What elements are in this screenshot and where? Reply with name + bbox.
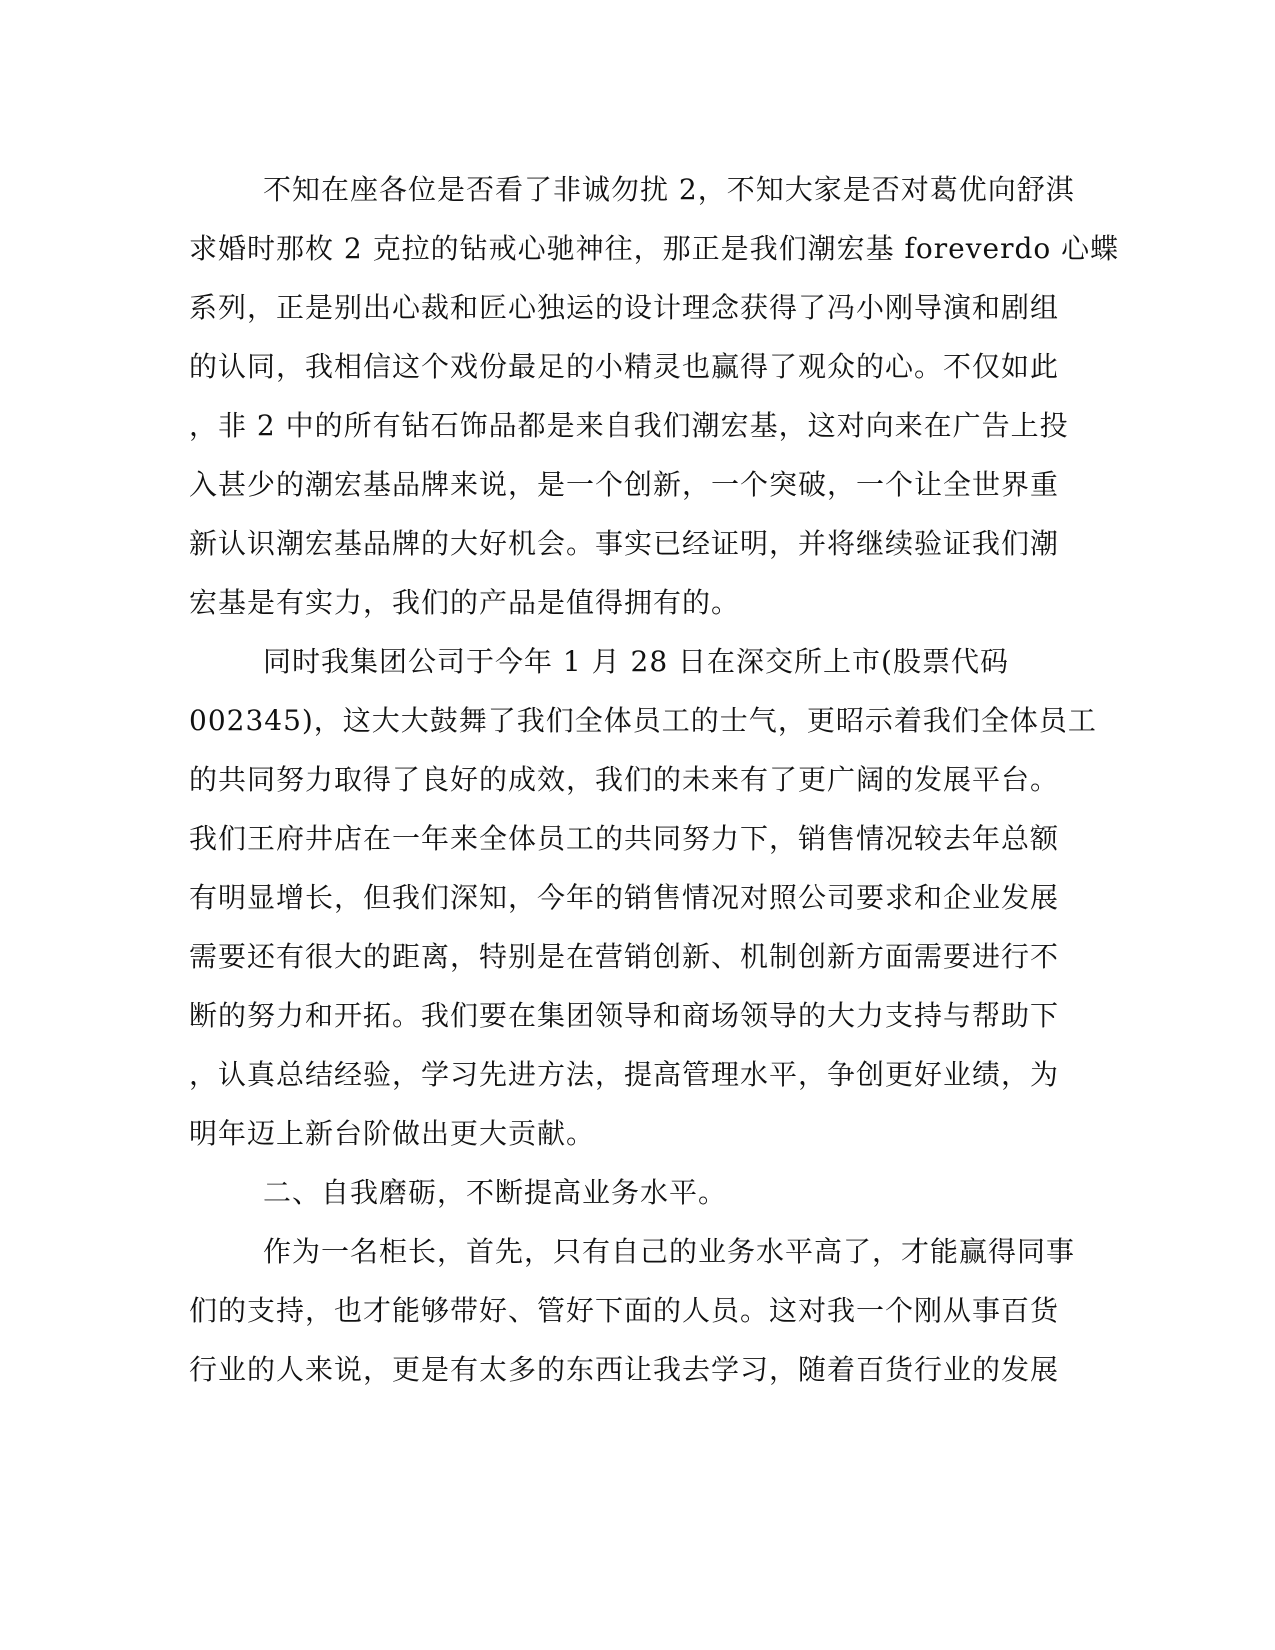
text-line: 的共同努力取得了良好的成效，我们的未来有了更广阔的发展平台。 — [189, 763, 1060, 796]
text-line: 求婚时那枚 2 克拉的钻戒心驰神往，那正是我们潮宏基 foreverdo 心蝶 — [189, 232, 1120, 265]
text-line: 新认识潮宏基品牌的大好机会。事实已经证明，并将继续验证我们潮 — [189, 527, 1060, 560]
text-line: 需要还有很大的距离，特别是在营销创新、机制创新方面需要进行不 — [189, 940, 1060, 973]
text-line: 不知在座各位是否看了非诚勿扰 2，不知大家是否对葛优向舒淇 — [263, 173, 1075, 206]
text-line: 明年迈上新台阶做出更大贡献。 — [189, 1117, 596, 1150]
text-line: ，认真总结经验，学习先进方法，提高管理水平，争创更好业绩，为 — [189, 1058, 1060, 1091]
section-heading: 二、自我磨砺，不断提高业务水平。 — [263, 1176, 728, 1209]
text-line: 断的努力和开拓。我们要在集团领导和商场领导的大力支持与帮助下 — [189, 999, 1060, 1032]
document-body — [189, 160, 1120, 1399]
text-line: 作为一名柜长，首先，只有自己的业务水平高了，才能赢得同事 — [263, 1235, 1076, 1268]
text-line: 们的支持，也才能够带好、管好下面的人员。这对我一个刚从事百货 — [189, 1294, 1060, 1327]
text-line: 宏基是有实力，我们的产品是值得拥有的。 — [189, 586, 741, 619]
text-line: 有明显增长，但我们深知，今年的销售情况对照公司要求和企业发展 — [189, 881, 1060, 914]
text-line: 002345)，这大大鼓舞了我们全体员工的士气，更昭示着我们全体员工 — [189, 704, 1097, 737]
text-line: 入甚少的潮宏基品牌来说，是一个创新，一个突破，一个让全世界重 — [189, 468, 1060, 501]
text-line: ，非 2 中的所有钻石饰品都是来自我们潮宏基，这对向来在广告上投 — [189, 409, 1069, 442]
text-line: 的认同，我相信这个戏份最足的小精灵也赢得了观众的心。不仅如此 — [189, 350, 1060, 383]
text-line: 系列，正是别出心裁和匠心独运的设计理念获得了冯小刚导演和剧组 — [189, 291, 1060, 324]
text-line: 行业的人来说，更是有太多的东西让我去学习，随着百货行业的发展 — [189, 1353, 1060, 1386]
text-line: 我们王府井店在一年来全体员工的共同努力下，销售情况较去年总额 — [189, 822, 1060, 855]
text-line: 同时我集团公司于今年 1 月 28 日在深交所上市(股票代码 — [263, 645, 1009, 678]
